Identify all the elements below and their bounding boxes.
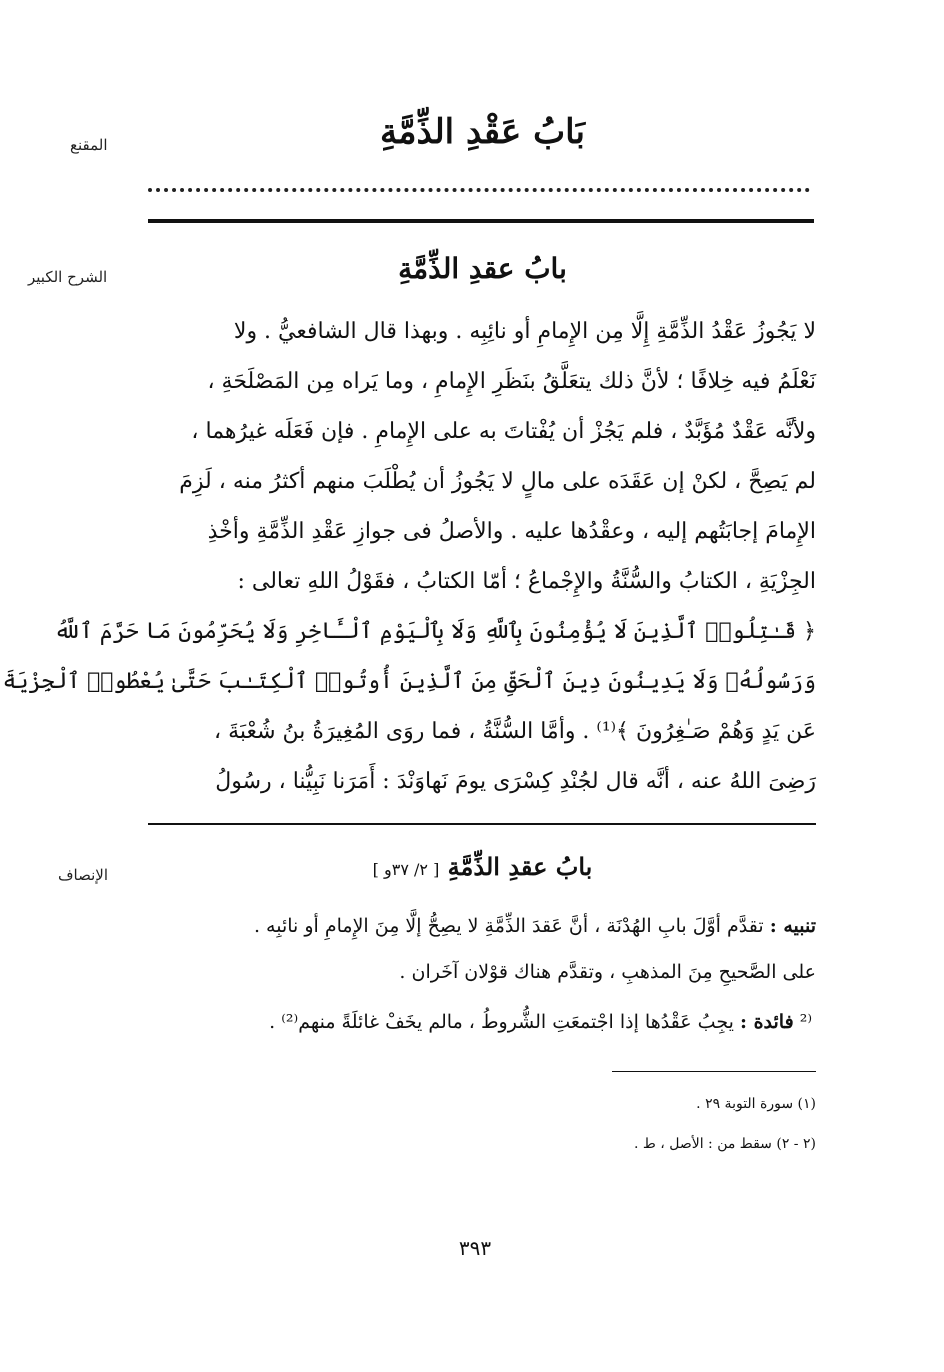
sharh-body xyxy=(2,318,816,818)
sharh-title: بابُ عقدِ الذِّمَّةِ xyxy=(398,252,567,285)
tanbih-line-2: على الصَّحيحِ مِنَ المذهبِ ، وتقدَّم هناك قوْلان آخَران . xyxy=(399,961,816,983)
sharh-line: لم يَصِحَّ ، لكنْ إن عَقَدَه على مالٍ لا يَجُوزُ أن يُطْلَبَ منهم أكثرُ منه ، لَزِمَ xyxy=(179,469,816,494)
footnote-1: (١) سورة التوبة ٢٩ . xyxy=(696,1096,816,1112)
quran-line: وَرَسُولُهُۥ وَلَا يَدِينُونَ دِينَ ٱلْحَقِّ مِنَ ٱلَّذِينَ أُوتُوا۟ ٱلْكِتَـٰبَ حَتَّىٰ يُعْطُوا۟ ٱلْجِزْيَةَ xyxy=(2,669,816,694)
manuscript-ref: [ ٢/ ٣٧و ] xyxy=(372,860,440,879)
faida-label: فائدة : xyxy=(739,1011,794,1033)
page-number: ٣٩٣ xyxy=(458,1236,492,1260)
sharh-line: الإِمامَ إجابَتُهم إليه ، وعقْدُها عليه . والأصلُ فى جوازِ عَقْدِ الذِّمَّةِ وأخْذِ xyxy=(207,519,816,544)
side-label-sharh: الشرح الكبير xyxy=(28,268,108,286)
quran-line: ﴿ قَـٰتِلُوا۟ ٱلَّذِينَ لَا يُؤْمِنُونَ بِٱللَّهِ وَلَا بِٱلْيَوْمِ ٱلْـَٔاخِرِ وَلَا يُحَرِّمُونَ مَا حَرَّمَ ٱللَّهُ xyxy=(54,619,816,644)
tanbih-label: تنبيه : xyxy=(769,915,816,937)
sharh-line: نَعْلَمُ فيه خِلافًا ؛ لأنَّ ذلك يتعَلَّقُ بنَظَرِ الإِمامِ ، وما يَراه مِن المَصْلَحَةِ ، xyxy=(207,369,816,394)
tanbih-line xyxy=(148,914,816,938)
footnote-2: (٢ - ٢) سقط من : الأصل ، ط . xyxy=(633,1136,816,1152)
insaf-rule xyxy=(148,823,816,825)
footnote-rule xyxy=(612,1071,816,1072)
section-rule xyxy=(148,219,814,223)
sharh-line: ولأنَّه عَقْدٌ مُؤَبَّدٌ ، فلم يَجُزْ أن يُفْتاتَ به على الإِمامِ . فإن فَعَلَه غيرُهما ، xyxy=(191,419,816,444)
insaf-body xyxy=(148,914,816,1064)
faida-line xyxy=(148,1010,812,1034)
faida-mark: ⁽² xyxy=(799,1011,812,1033)
side-label-insaf: الإنصاف xyxy=(58,866,109,884)
dotted-separator xyxy=(148,188,810,192)
faida-text: يجِبُ عَقْدُها إذا اجْتمعَتِ الشُّروطُ ، مالم يخَفْ غائلَةً منهم⁽²⁾ . xyxy=(269,1011,734,1033)
muqni-title: بَابُ عَقْدِ الذِّمَّةِ xyxy=(380,112,585,152)
tanbih-text: تقدَّم أوَّلَ بابِ الهُدْنَة ، أنَّ عَقدَ الذِّمَّةِ لا يصِحُّ إلَّا مِنَ الإِمامِ أو نائبِه . xyxy=(253,915,764,937)
side-label-muqni: المقنع xyxy=(70,136,108,154)
sharh-line: رَضِىَ اللهُ عنه ، أنَّه قال لجُنْدِ كِسْرَى يومَ نَهاوَنْدَ : أَمَرَنا نَبِيُّنا ، رسُولُ xyxy=(215,769,816,794)
insaf-title xyxy=(150,852,815,881)
sharh-line: الجِزْيَةِ ، الكتابُ والسُّنَّةُ والإِجْماعُ ؛ أمّا الكتابُ ، فقَوْلُ اللهِ تعالى : xyxy=(237,569,816,594)
insaf-title-text: بابُ عقدِ الذِّمَّةِ xyxy=(447,852,593,881)
sharh-line: لا يَجُوزُ عَقْدُ الذِّمَّةِ إِلَّا مِن الإِمامِ أو نائِبِه . وبهذا قال الشافعيُّ . ولا xyxy=(233,319,816,344)
sharh-line: عَن يَدٍ وَهُمْ صَـٰغِرُونَ ﴾⁽¹⁾ . وأمَّا السُّنَّةُ ، فما روَى المُغِيرَةُ بنُ شُعْبَةَ ، xyxy=(213,719,816,744)
